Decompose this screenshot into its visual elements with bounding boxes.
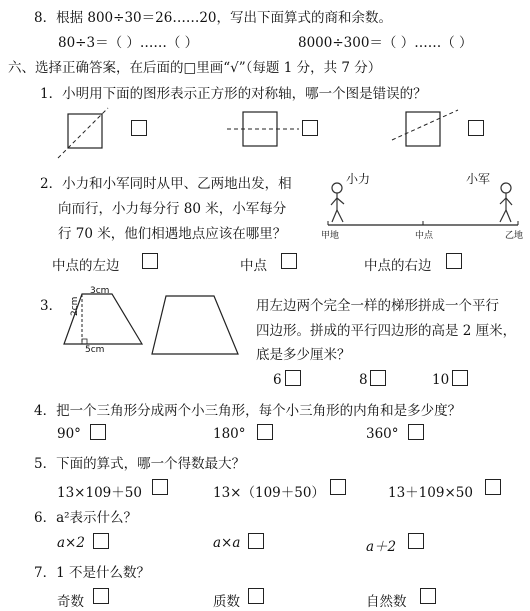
q2-label-jia: 甲地 (321, 231, 340, 241)
q2-option-3: 中点的右边 (364, 258, 432, 274)
q2-line-3: 行 70 米，他们相遇地点应该在哪里？ (58, 226, 287, 242)
section-title: 六、选择正确答案，在后面的□里画“√”（每题 1 分，共 7 分） (8, 60, 382, 76)
q3-dim-height: 2cm (70, 296, 80, 316)
q6-answer-box-2[interactable] (248, 533, 264, 549)
q5-answer-box-1[interactable] (152, 479, 168, 495)
q2-name-xiaojun: 小军 (466, 172, 491, 186)
q7-text: 7．1 不是什么数？ (34, 565, 150, 581)
q6-option-1: a×2 (57, 535, 85, 551)
q5-option-1: 13×109＋50 (57, 485, 142, 501)
q4-option-1: 90° (57, 426, 81, 442)
q2-answer-box-1[interactable] (142, 253, 158, 269)
q3-line-2: 四边形。拼成的平行四边形的高是 2 厘米， (256, 323, 517, 339)
q2-answer-box-2[interactable] (281, 253, 297, 269)
q3-answer-box-3[interactable] (452, 370, 468, 386)
q2-option-1: 中点的左边 (52, 258, 120, 274)
person-left-icon (331, 183, 344, 222)
q6-option-2: a×a (213, 535, 241, 551)
q2-figure (320, 178, 520, 230)
q3-dim-bottom: 5cm (85, 345, 105, 355)
q1-answer-box-2[interactable] (302, 120, 318, 136)
q2-answer-box-3[interactable] (446, 253, 462, 269)
q4-answer-box-3[interactable] (408, 424, 424, 440)
q1-figure-3 (392, 104, 460, 152)
q2-label-mid: 中点 (415, 231, 434, 241)
q3-answer-box-1[interactable] (285, 370, 301, 386)
q1-figure-1 (50, 106, 110, 158)
q4-answer-box-1[interactable] (90, 424, 106, 440)
q3-number: 3． (40, 298, 63, 314)
q3-option-1: 6 (273, 372, 282, 388)
q3-line-1: 用左边两个完全一样的梯形拼成一个平行 (256, 298, 499, 314)
q1-answer-box-3[interactable] (468, 120, 484, 136)
q7-answer-box-3[interactable] (420, 588, 436, 604)
q2-line-2: 向而行，小力每分行 80 米，小军每分 (58, 201, 287, 217)
q6-answer-box-1[interactable] (93, 533, 109, 549)
q6-answer-box-3[interactable] (408, 533, 424, 549)
q4-option-2: 180° (213, 426, 246, 442)
q6-text: 6．a²表示什么？ (34, 510, 138, 526)
q7-option-3: 自然数 (366, 594, 407, 610)
q7-answer-box-2[interactable] (248, 588, 264, 604)
q7-answer-box-1[interactable] (93, 588, 109, 604)
q4-text: 4．把一个三角形分成两个小三角形，每个小三角形的内角和是多少度？ (34, 403, 462, 419)
q5-option-2: 13×（109＋50） (213, 485, 325, 501)
q5-answer-box-2[interactable] (330, 479, 346, 495)
q7-option-1: 奇数 (57, 594, 84, 610)
q8-text: 8．根据 800÷30＝26……20，写出下面算式的商和余数。 (34, 10, 392, 26)
q5-text: 5．下面的算式，哪一个得数最大？ (34, 456, 246, 472)
q3-dim-top: 3cm (90, 286, 110, 296)
q4-answer-box-2[interactable] (257, 424, 273, 440)
q3-answer-box-2[interactable] (370, 370, 386, 386)
q1-figure-2 (225, 108, 301, 148)
q3-trapezoid-right (150, 292, 240, 358)
q1-text: 1．小明用下面的图形表示正方形的对称轴，哪一个图是错误的？ (40, 86, 427, 102)
q6-option-3: a＋2 (366, 539, 397, 555)
q3-option-2: 8 (359, 372, 368, 388)
q3-line-3: 底是多少厘米？ (256, 347, 351, 363)
q8-blank-a: 80÷3＝（ ）……（ ） (58, 35, 199, 51)
q3-option-3: 10 (432, 372, 450, 388)
q2-line-1: 2．小力和小军同时从甲、乙两地出发，相 (40, 176, 292, 192)
q5-answer-box-3[interactable] (485, 479, 501, 495)
q2-option-2: 中点 (240, 258, 267, 274)
person-right-icon (500, 183, 512, 222)
q2-label-yi: 乙地 (505, 231, 524, 241)
q8-blank-b: 8000÷300＝（ ）……（ ） (298, 35, 473, 51)
q2-name-xiaoli: 小力 (346, 172, 371, 186)
q1-answer-box-1[interactable] (131, 120, 147, 136)
q4-option-3: 360° (366, 426, 399, 442)
q7-option-2: 质数 (213, 594, 240, 610)
q5-option-3: 13＋109×50 (388, 485, 473, 501)
